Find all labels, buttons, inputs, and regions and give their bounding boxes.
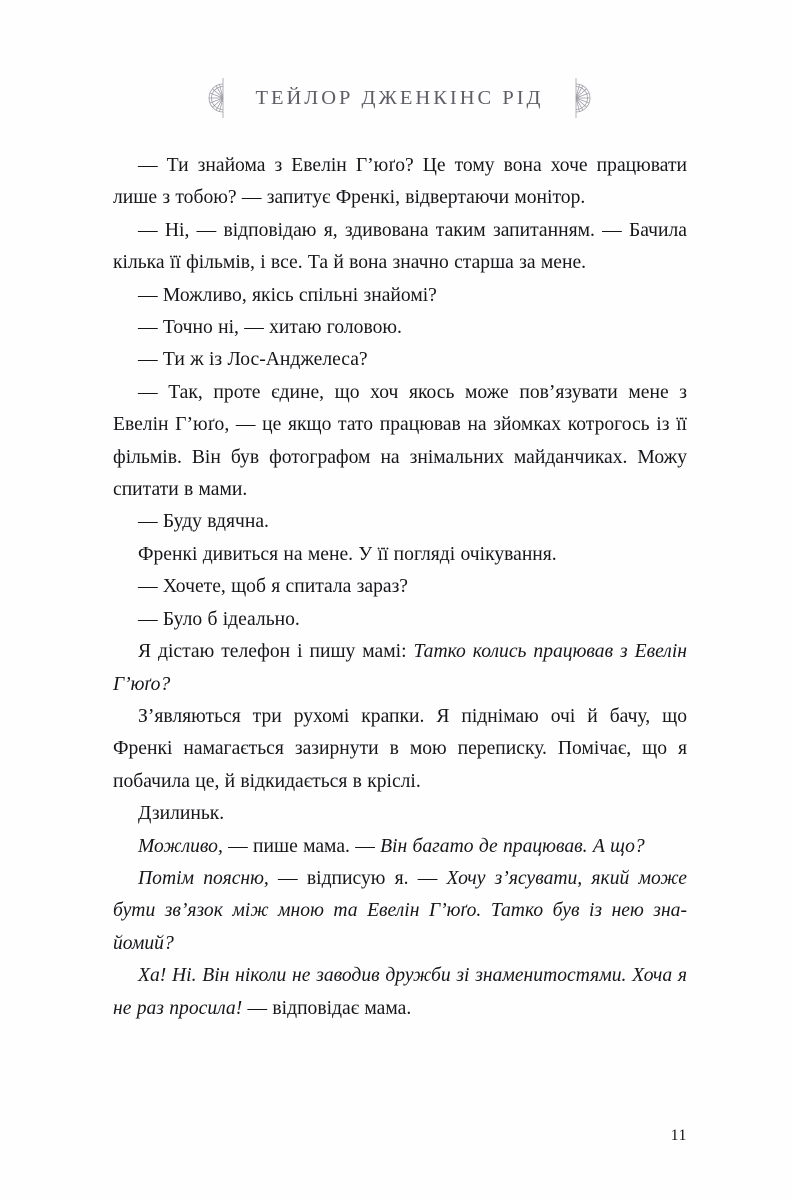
paragraph — [113, 280, 687, 312]
roman-run: — Було б ідеально. — [138, 608, 300, 630]
running-head-title: ТЕЙЛОР ДЖЕНКІНС РІД — [255, 86, 544, 109]
paragraph — [113, 798, 687, 830]
roman-run: — Можливо, якісь спільні знайомі? — [138, 284, 437, 306]
roman-run: Я дістаю телефон і пишу мамі: — [138, 641, 414, 663]
fan-ornament-right-icon — [570, 76, 604, 120]
roman-run: — Так, проте єдине, що хоч якось може пов’язувати мене з Евелін Г’юґо, — це якщо тато працював на зйомках котрогось із її фільмів. Він був фотографом на знімальних майданчиках. Можу спитати в мами. — [113, 381, 687, 501]
paragraph — [113, 539, 687, 571]
roman-run: З’являються три рухомі крапки. Я піднімаю очі й бачу, що Френкі намагається зазирнути в мою переписку. Помічає, що я побачила це, й відкидається в кріслі. — [113, 705, 687, 792]
paragraph — [113, 604, 687, 636]
paragraph — [113, 960, 687, 1025]
italic-run: Він багато де працював. А що? — [380, 835, 645, 857]
italic-run: Можливо, — [138, 835, 223, 857]
roman-run: Дзилиньк. — [138, 803, 225, 825]
roman-run: Френкі дивиться на мене. У її погляді очікування. — [138, 543, 557, 565]
italic-run: Хочу з’ясувати, який може бути зв’язок між мною та Евелін Г’юґо. Татко був із нею знайомий? — [113, 867, 687, 954]
paragraph — [113, 506, 687, 538]
page-number: 11 — [670, 1127, 687, 1144]
paragraph — [113, 215, 687, 280]
paragraph — [113, 636, 687, 701]
fan-ornament-left-icon — [195, 76, 229, 120]
body-text-block — [113, 150, 687, 1025]
roman-run: — Точно ні, — хитаю головою. — [138, 317, 402, 339]
paragraph — [113, 831, 687, 863]
paragraph — [113, 344, 687, 376]
paragraph — [113, 863, 687, 960]
paragraph — [113, 571, 687, 603]
paragraph — [113, 312, 687, 344]
roman-run: — Буду вдячна. — [138, 511, 269, 533]
roman-run: — відписую я. — — [268, 867, 447, 889]
roman-run: — відповідає мама. — [242, 997, 412, 1019]
roman-run: — Ти знайома з Евелін Г’юґо? Це тому вона хоче працювати лише з тобою? — запитує Френкі, відвертаючи монітор. — [113, 155, 687, 209]
italic-run: Ха! Ні. Він ніколи не заводив дружби зі знаменитостями. Хоча я не раз просила! — [113, 965, 687, 1019]
running-head — [113, 74, 686, 122]
italic-run: Татко колись працював з Евелін Г’юґо? — [113, 641, 688, 695]
italic-run: Потім поясню, — [138, 867, 269, 889]
roman-run: — Хочете, щоб я спитала зараз? — [138, 576, 409, 598]
roman-run: — Ти ж із Лос-Анджелеса? — [138, 349, 368, 371]
roman-run: — Ні, — відповідаю я, здивована таким запитанням. — Бачила кілька її фільмів, і все. Та й вона значно старша за мене. — [113, 219, 687, 274]
paragraph — [113, 150, 687, 215]
roman-run: — пише мама. — — [222, 835, 381, 857]
paragraph — [113, 701, 687, 798]
paragraph — [113, 377, 687, 507]
